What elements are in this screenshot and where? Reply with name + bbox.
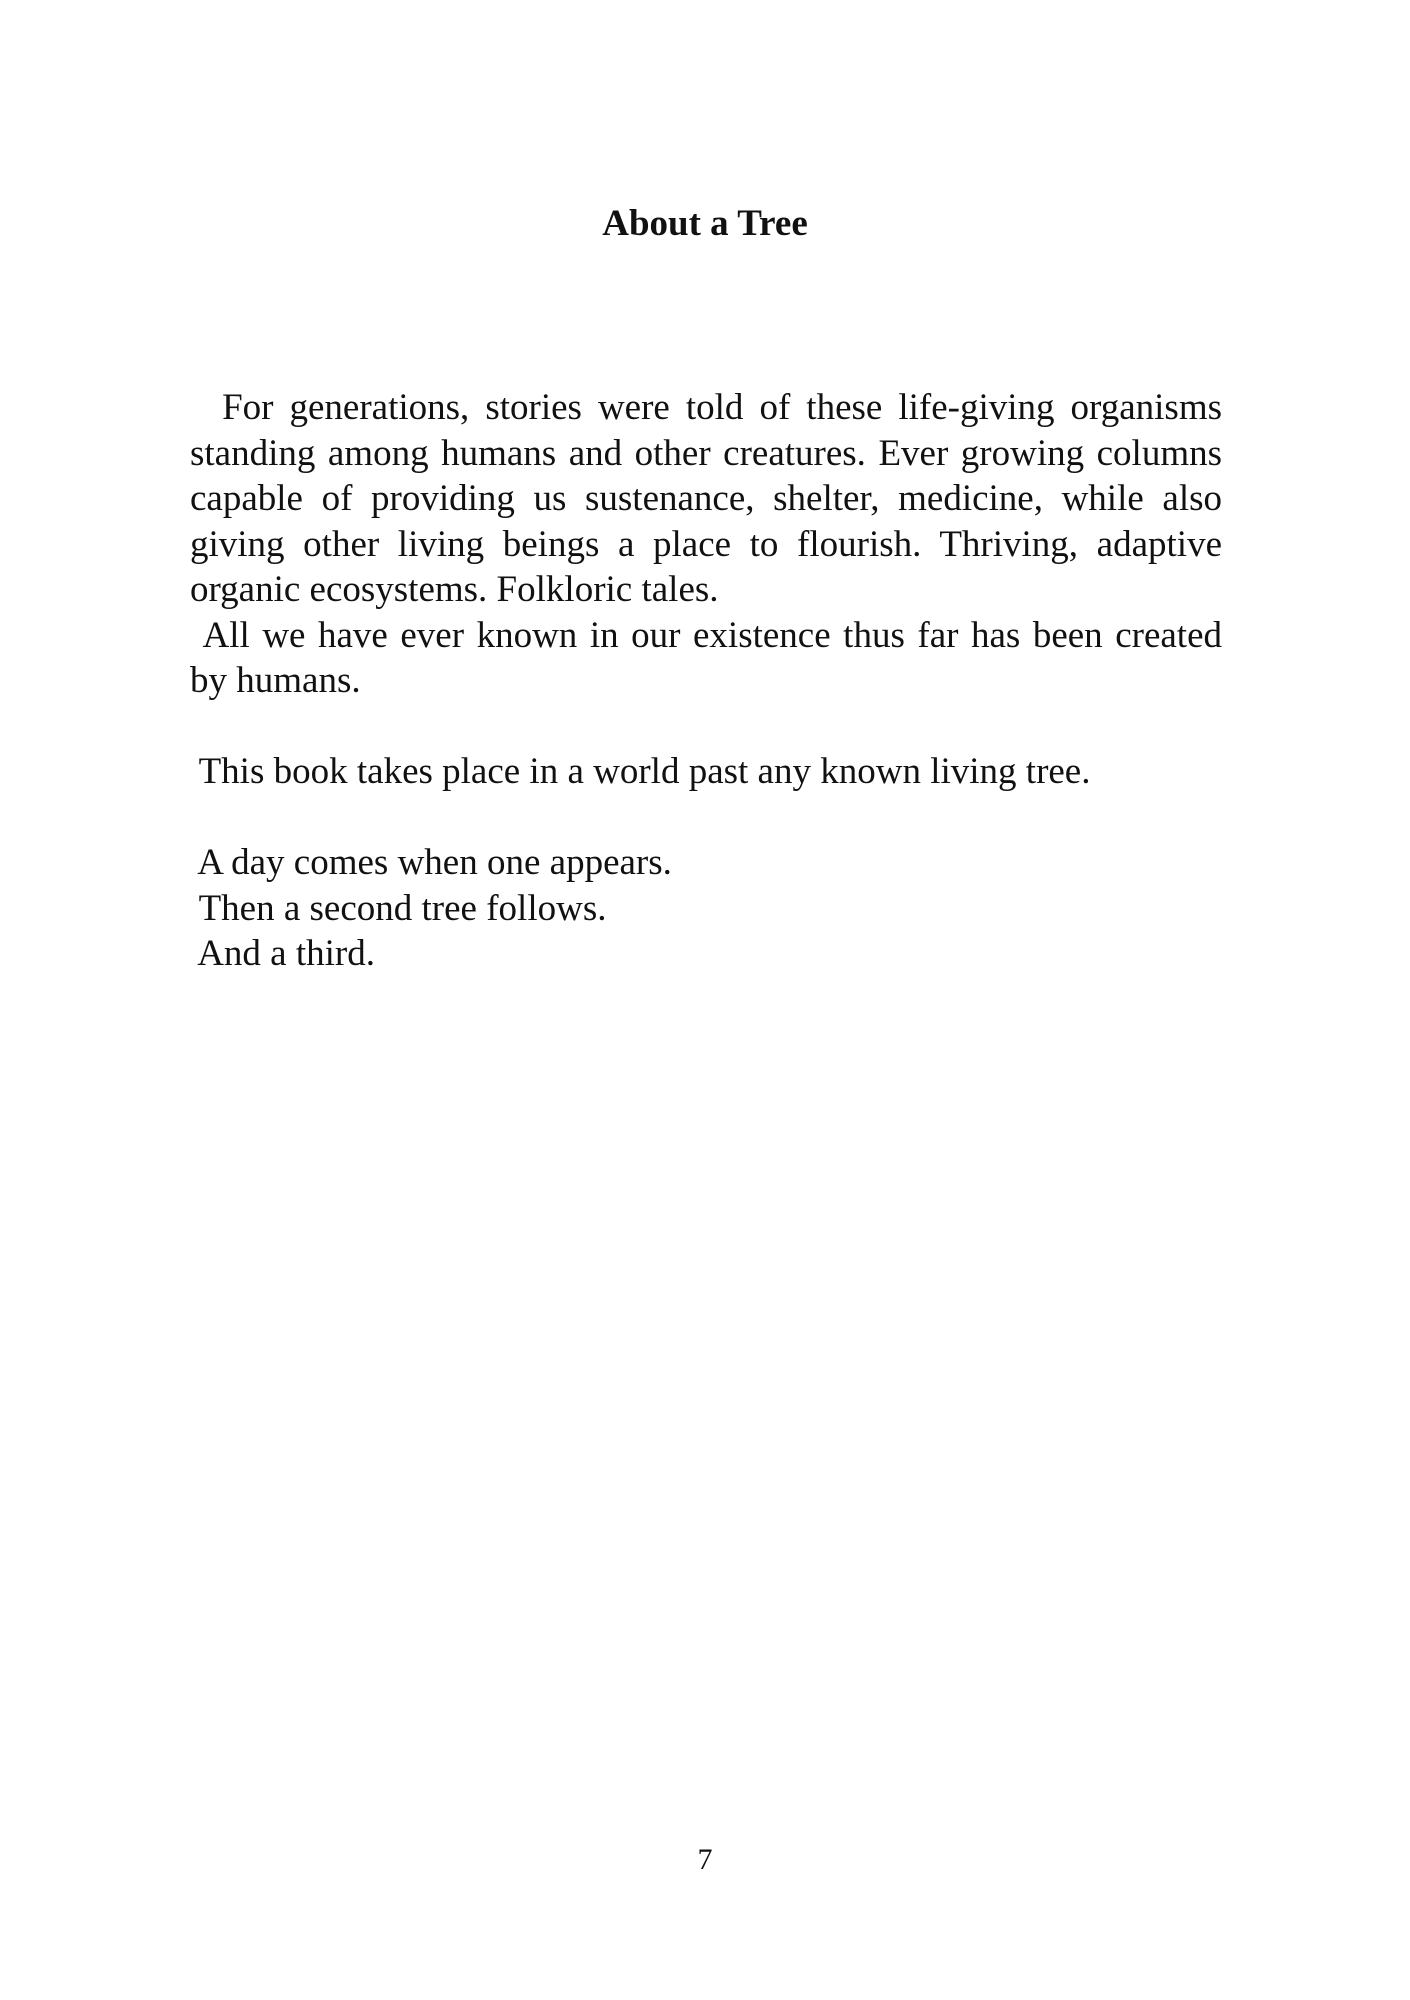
paragraph-generations: For generations, stories were told of these life-giving organisms standing among humans and other creatures. Ever growing columns capable of providing us sustenance, shelter, medicine, while also giving other living beings a place to flourish. Thriving, adaptive organic ecosystems. Folkloric tales. (190, 387, 1232, 610)
line-book-setting: This book takes place in a world past any known living tree. (190, 751, 1091, 792)
paragraph-created-by-humans: All we have ever known in our existence thus far has been created by humans. (190, 614, 1232, 701)
line-second-tree: Then a second tree follows. (190, 887, 607, 929)
body-text (190, 385, 1232, 977)
page-title: About a Tree (602, 203, 808, 244)
paragraph-spacer (190, 704, 1222, 750)
line-one-appears: A day comes when one appears. (190, 842, 672, 883)
paragraph-spacer (190, 795, 1222, 841)
page-number: 7 (697, 1843, 713, 1876)
line-third: And a third. (190, 933, 375, 974)
